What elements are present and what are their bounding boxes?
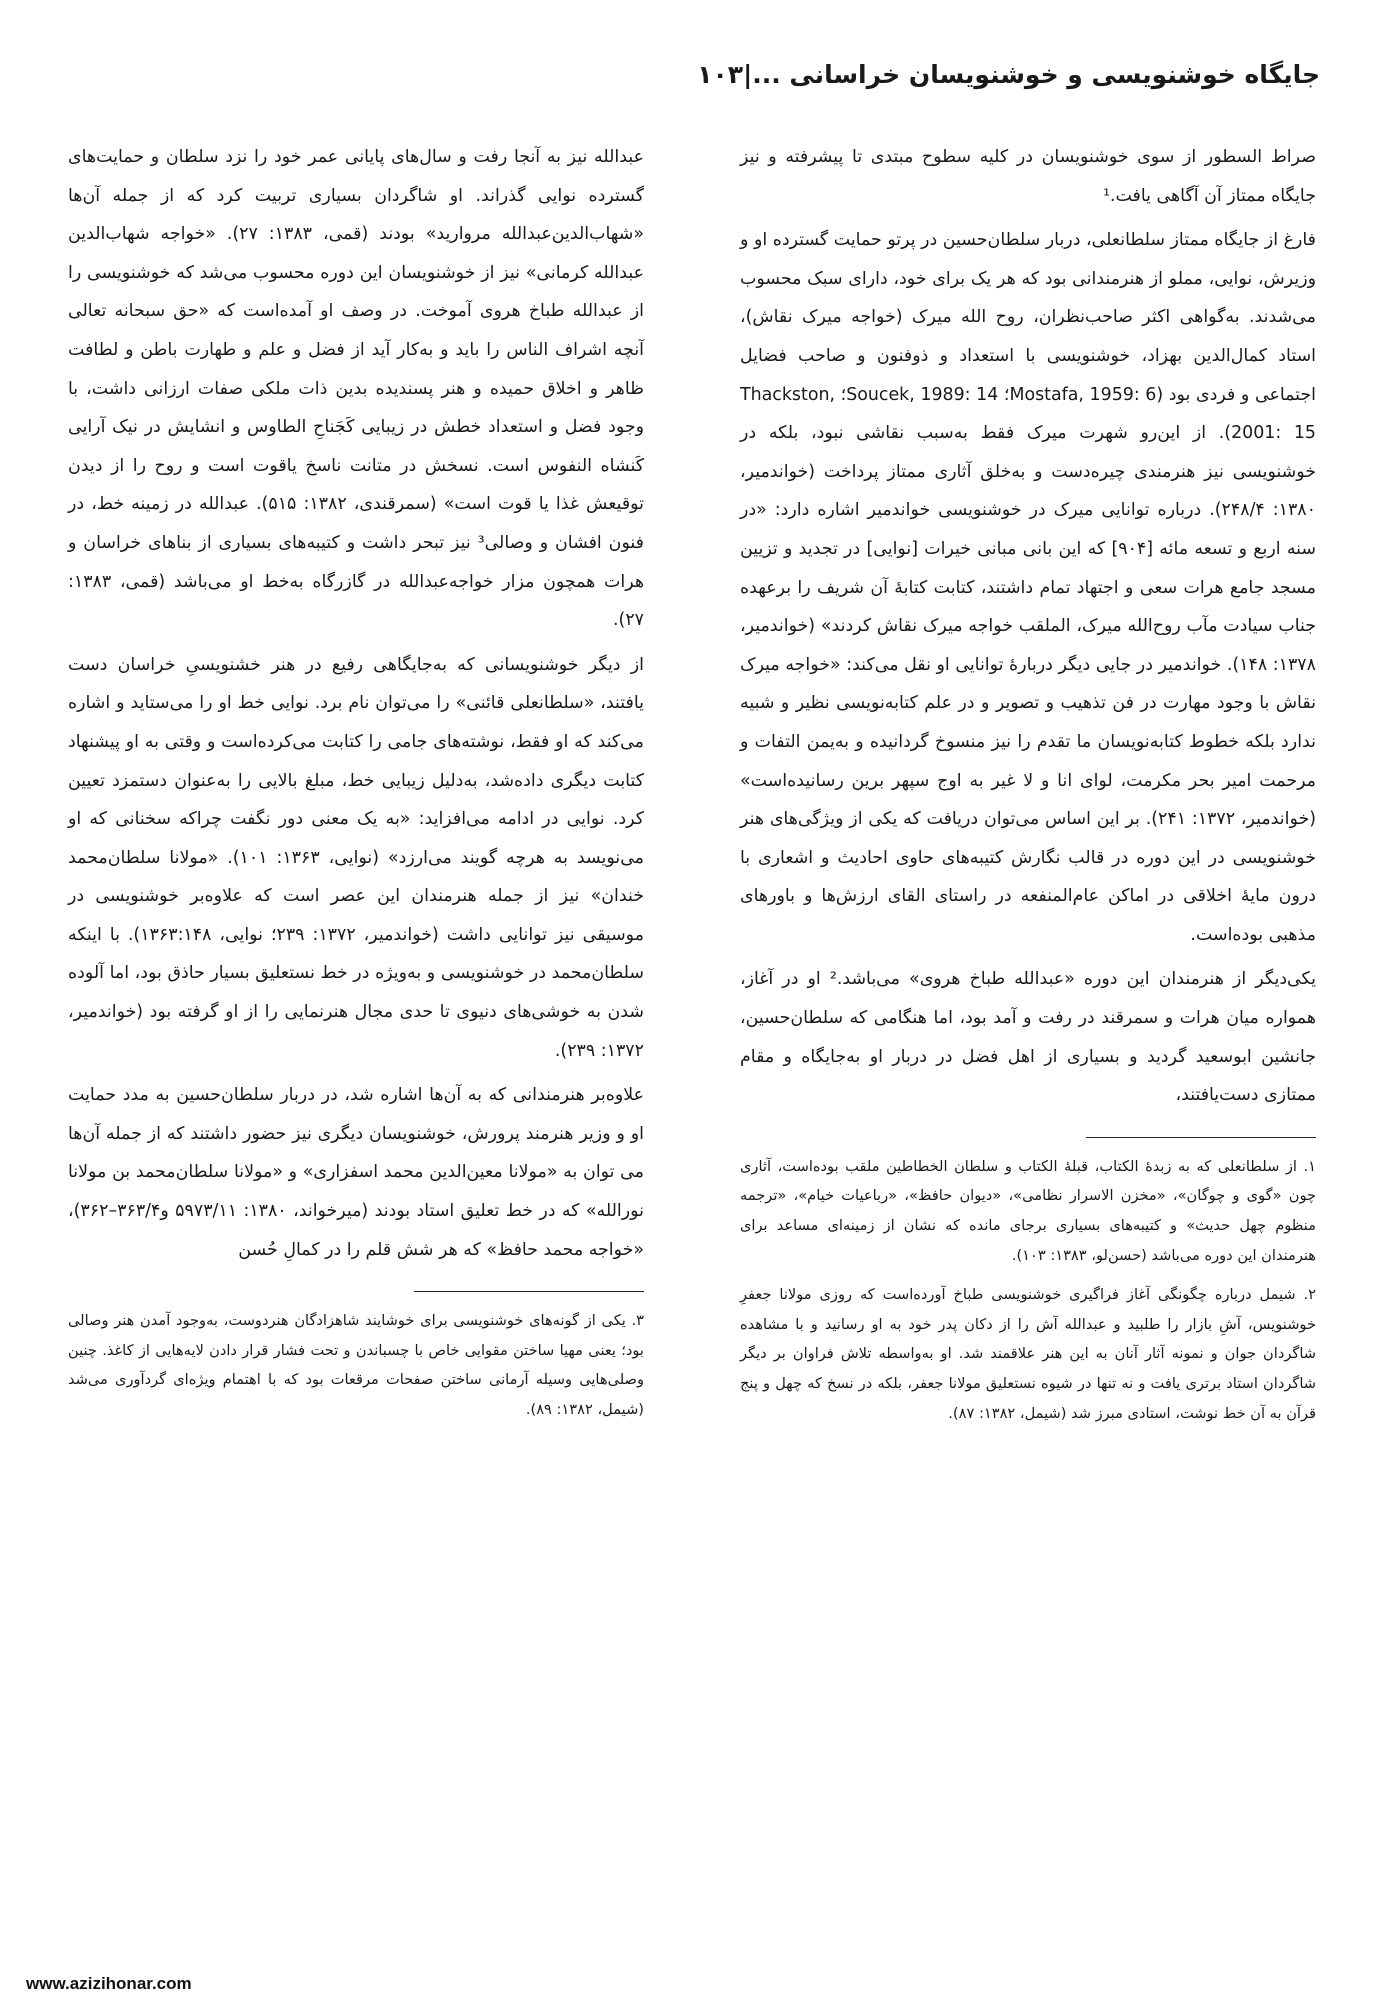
footnote: ۲. شیمل درباره چگونگی آغاز فراگیری خوشنویسی طباخ آورده‌است که روزی مولانا جعفرِ خوشنویس، آشِ بازار را طلبید و عبدالله آش را از دکان پدر خود به او رسانید و با مشاهده شاگردان جوان و نمونه آثار آنان به این هنر علاقمند شد. او به‌واسطه تلاش فراوان بر دیگر شاگردان استاد برتری یافت و نه تنها در شیوه نستعلیق مولانا جعفر، بلکه در نسخ که چهل و پنج قرآن به آن خط نوشت، استادی مبرز شد (شیمل، ۱۳۸۲: ۸۷).	[740, 1286, 1316, 1422]
footnote: ۱. از سلطانعلی که به زبدهٔ الکتاب، قبلهٔ الکتاب و سلطان الخطاطین ملقب بوده‌است، آثاری چون «گوی و چوگان»، «مخزن الاسرار نظامی»، «دیوان حافظ»، «رباعیات خیام»، «ترجمه منظوم چهل حدیث» و کتیبه‌های بسیاری برجای مانده که نشان از زمینه‌ای مساعد برای هنرمندان این دوره می‌باشد (حسن‌لو، ۱۳۸۳: ۱۰۳).	[740, 1157, 1316, 1264]
footnote: ۳. یکی از گونه‌های خوشنویسی برای خوشایند شاهزادگان هنردوست، به‌وجود آمدن هنر وصالی بود؛ یعنی مهیا ساختن مقوایی خاص با چسباندن و تحت فشار قرار دادن لایه‌هایی از کاغذ. چنین وصلی‌هایی وسیله آرمانی ساختن صفحات مرقعات بود که با اهتمام ویژه‌ای گردآوری می‌شد (شیمل، ۱۳۸۲: ۸۹).	[68, 1312, 644, 1418]
running-header-title: جایگاه خوشنویسی و خوشنویسان خراسانی ...|۱۰۳	[697, 60, 1320, 89]
body-paragraph: صراط السطور از سوی خوشنویسان در کلیه سطوح مبتدی تا پیشرفته و نیز جایگاه ممتاز آن آگاهی یافت.¹	[740, 147, 1316, 206]
footnote-divider	[414, 1291, 644, 1292]
left-column	[68, 138, 644, 1425]
right-column	[740, 138, 1316, 1428]
running-header	[80, 58, 1320, 92]
website-link[interactable]: www.azizihonar.com	[26, 1974, 192, 1993]
body-paragraph: فارغ از جایگاه ممتاز سلطانعلی، دربار سلطان‌حسین در پرتو حمایت گسترده او و وزیرش، نوایی، مملو از هنرمندانی بود که هر یک برای خود، دارای سبک محسوب می‌شدند. به‌گواهی اکثر صاحب‌نظران، روح الله میرک (خواجه میرک نقاش)، استاد کمال‌الدین بهزاد، خوشنویسی با استعداد و ذوفنون و صاحب فضایل اجتماعی و فردی بود (Mostafa, 1959: 6؛ Soucek, 1989: 14؛ Thackston, 2001: 15). از این‌رو شهرت میرک فقط به‌سبب نقاشی نبود، بلکه در خوشنویسی نیز هنرمندی چیره‌دست و به‌خلق آثاری ممتاز پرداخت (خواندمیر، ۱۳۸۰: ۲۴۸/۴). درباره توانایی میرک در خوشنویسی خواندمیر اشاره دارد: «در سنه اربع و تسعه مائه [۹۰۴] که این بانی مبانی خیرات [نوایی] در تجدید و تزیین مسجد جامع هرات سعی و اجتهاد تمام داشتند، کتابت کتابهٔ آن شریف را برعهده جناب سیادت مآب روح‌الله میرک، الملقب خواجه میرک نقاش کردند» (خواندمیر، ۱۳۷۸: ۱۴۸). خواندمیر در جایی دیگر دربارهٔ توانایی او نقل می‌کند: «خواجه میرک نقاش با وجود مهارت در فن تذهیب و تصویر و در علم کتابه‌نویسی نظیر و شبیه ندارد بلکه خطوط کتابه‌نویسان ما تقدم را نیز منسوخ گردانیده و به‌یمن التفات و مرحمت امیر بحر مکرمت، لوای انا و لا غیر به اوج سپهر برین رسانیده‌است» (خواندمیر، ۱۳۷۲: ۲۴۱). بر این اساس می‌توان دریافت که یکی از ویژگی‌های هنر خوشنویسی در این دوره در قالب نگارش کتیبه‌های حاوی احادیث و اشعاری با درون مایهٔ اخلاقی در اماکن عام‌المنفعه در راستای القای ارزش‌ها و باورهای مذهبی بوده‌است.	[740, 230, 1317, 945]
body-paragraph: یکی‌دیگر از هنرمندان این دوره «عبدالله طباخ هروی» می‌باشد.² او در آغاز، همواره میان هرات و سمرقند در رفت و آمد بود، اما هنگامی که سلطان‌حسین، جانشین ابوسعید گردید و بسیاری از اهل فضل در دربار او به‌جایگاه و مقام ممتازی دست‌یافتند،	[740, 969, 1316, 1106]
body-paragraph: عبدالله نیز به آنجا رفت و سال‌های پایانی عمر خود را نزد سلطان و حمایت‌های گسترده نوایی گذراند. او شاگردان بسیاری تربیت کرد که از جمله آن‌ها «شهاب‌الدین‌عبدالله مروارید» بودند (قمی، ۱۳۸۳: ۲۷). «خواجه شهاب‌الدین عبدالله کرمانی» نیز از خوشنویسان این دوره محسوب می‌شد که خوشنویسی را از عبدالله طباخ هروی آموخت. در وصف او آمده‌است که «حق سبحانه تعالی آنچه اشراف الناس را باید و به‌کار آید از فضل و علم و طهارت باطن و لطافت ظاهر و اخلاق حمیده و هنر پسندیده بدین ذات ملکی صفات ارزانی داشت، با وجود فضل و استعداد خطش در زیبایی کَجَناحِ الطاوس و انشایش در نیک آرایی کَنشاه النفوس است. نسخش در متانت ناسخ یاقوت است و روح را از دیدن توقیعش غذا یا قوت است» (سمرقندی، ۱۳۸۲: ۵۱۵). عبدالله در زمینه خط، در فنون افشان و وصالی³ نیز تبحر داشت و کتیبه‌های بسیاری از بناهای خراسان و هرات همچون مزار خواجه‌عبدالله در گازرگاه به‌خط او می‌باشد (قمی، ۱۳۸۳: ۲۷).	[68, 147, 645, 631]
footnote-divider	[1086, 1137, 1316, 1138]
body-paragraph: علاوه‌بر هنرمندانی که به آن‌ها اشاره شد، در دربار سلطان‌حسین به مدد حمایت او و وزیر هنرمند پرورش، خوشنویسان دیگری نیز حضور داشتند که از جمله آن‌ها می توان به «مولانا معین‌الدین محمد اسفزاری» و «مولانا سلطان‌محمد بن مولانا نورالله» که در خط تعلیق استاد بودند (میرخواند، ۱۳۸۰: ۵۹۷۳/۱۱ و۳۶۳/۴–۳۶۲)، «خواجه محمد حافظ» که هر شش قلم را در کمالِ حُسن	[68, 1085, 644, 1260]
body-paragraph: از دیگر خوشنویسانی که به‌جایگاهی رفیع در هنر خشنویسیِ خراسان دست یافتند، «سلطانعلی قائنی» را می‌توان نام برد. نوایی خط او را می‌ستاید و اشاره می‌کند که او فقط، نوشته‌های جامی را کتابت می‌کرده‌است و وقتی به او پیشنهاد کتابت دیگری داده‌شد، به‌دلیل زیبایی خط، مبلغ بالایی را به‌عنوان دستمزد تعیین کرد. نوایی در ادامه می‌افزاید: «به یک معنی دور نگفت چراکه سخنانی که او می‌نویسد به هرچه گویند می‌ارزد» (نوایی، ۱۳۶۳: ۱۰۱). «مولانا سلطان‌محمد خندان» نیز از جمله هنرمندان این عصر است که علاوه‌بر خوشنویسی در موسیقی نیز توانایی داشت (خواندمیر، ۱۳۷۲: ۲۳۹؛ نوایی، ۱۳۶۳:۱۴۸). با اینکه سلطان‌محمد در خوشنویسی و به‌ویژه در خط نستعلیق بسیار حاذق بود، اما آلوده شدن به خوشی‌های دنیوی تا حدی مجال هنرنمایی را از او گرفته بود (خواندمیر، ۱۳۷۲: ۲۳۹).	[68, 654, 645, 1061]
